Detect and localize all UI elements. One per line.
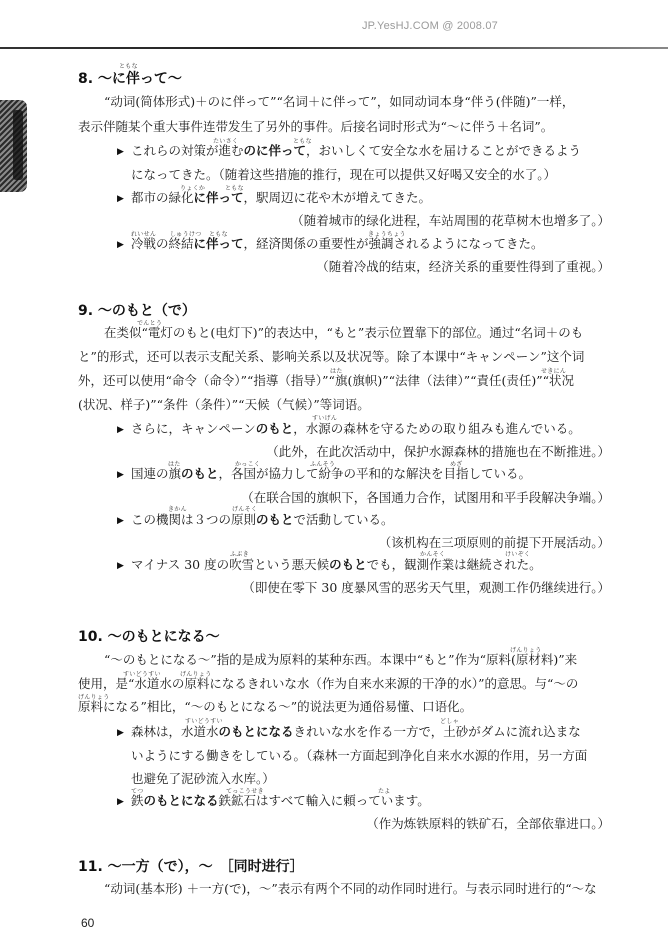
ruby-text: れいせん <box>131 231 157 238</box>
example-continuation: になってきた。（随着这些措施的推行，现在可以提供又好喝又安全的水了。） <box>131 167 557 182</box>
example-continuation: いようにする働きをしている。（森林一方面起到净化自来水水源的作用，另一方面 <box>131 748 588 763</box>
example-sentence: この機関は３つの原則のもとで活動している。 <box>131 512 394 527</box>
ruby-text: かっこく <box>235 461 261 468</box>
section-9-title: 9. ～のもと（で） <box>78 303 196 319</box>
section-11-title: 11. ～一方（で），～ ［同时进行］ <box>78 859 304 875</box>
ruby-text: ともな <box>225 185 244 192</box>
ruby-text: はた <box>330 368 343 375</box>
bullet-triangle-icon: ▶ <box>117 194 124 204</box>
ruby-text: はた <box>168 461 181 468</box>
example-translation: （即使在零下 30 度暴风雪的恶劣天气里，观测工作仍继续进行。） <box>242 580 610 595</box>
ruby-text: げんりょう <box>510 647 542 654</box>
bullet-triangle-icon: ▶ <box>117 470 124 480</box>
section-10-para-line: 原料になる”相比，“～のもとになる～”的说法更为通俗易懂、口语化。 <box>78 699 473 714</box>
ruby-text: でんとう <box>137 320 163 327</box>
example-translation: （随着城市的绿化进程，车站周围的花草树木也增多了。） <box>291 213 610 228</box>
example-continuation: 也避免了泥砂流入水库。） <box>131 771 275 786</box>
ruby-text: きょうちょう <box>368 231 406 238</box>
section-9-para-line: 外，还可以使用“命令（命令）”“指導（指导）”“旗(旗帜)”“法律（法律）”“責任(责任)”“状况 <box>78 373 575 388</box>
section-9-para-line: と”的形式，还可以表示支配关系、影响关系以及状况等。除了本课中“キャンペーン”这个词 <box>78 349 585 364</box>
section-10-title: 10. ～のもとになる～ <box>78 629 220 645</box>
bullet-triangle-icon: ▶ <box>117 516 124 526</box>
example-translation: （此外，在此次活动中，保护水源森林的措施也在不断推进。） <box>266 444 610 459</box>
example-sentence: 都市の緑化に伴って，駅周辺に花や木が増えてきた。 <box>131 190 432 205</box>
bullet-triangle-icon: ▶ <box>117 797 124 807</box>
ruby-text: ふぶき <box>230 551 249 558</box>
bullet-triangle-icon: ▶ <box>117 147 124 157</box>
ruby-text: たよ <box>378 788 391 795</box>
page-number: 60 <box>81 916 95 930</box>
ruby-text: りょくか <box>180 185 206 192</box>
ruby-text: ふんそう <box>310 461 336 468</box>
example-translation: （作为炼铁原料的铁矿石，全部依靠进口。） <box>366 816 610 831</box>
section-8-para-line: “动词(简体形式)＋のに伴って”“名词＋に伴って”，如同动词本身“伴う(伴随)”一样， <box>104 94 575 109</box>
section-9-para-line: (状况、样子)”“条件（条件）”“天候（气候）”等词语。 <box>78 397 370 412</box>
ruby-text: てっこうせき <box>226 788 264 795</box>
bullet-triangle-icon: ▶ <box>117 240 124 250</box>
ruby-text: かんそく <box>420 551 446 558</box>
section-10-para-line: 使用，是“水道水の原料になるきれいな水（作为自来水来源的干净的水）”的意思。与“～の <box>78 676 579 691</box>
ruby-text: ともな <box>293 138 312 145</box>
section-8-para-line: 表示伴随某个重大事件连带发生了另外的事件。后接名词时形式为“～に伴う＋名词”。 <box>78 119 554 134</box>
example-sentence: さらに，キャンペーンのもと，水源の森林を守るための取り組みも進んでいる。 <box>131 421 581 436</box>
bullet-triangle-icon: ▶ <box>117 728 124 738</box>
example-translation: （随着冷战的结束，经济关系的重要性得到了重视。） <box>316 259 610 274</box>
ruby-text: すいげん <box>312 415 338 422</box>
ruby-text: せきにん <box>541 368 567 375</box>
example-translation: （在联合国的旗帜下，各国通力合作，试图用和平手段解决争端。） <box>241 490 610 505</box>
ruby-text: めざ <box>450 461 463 468</box>
ruby-text: げんりょう <box>180 671 212 678</box>
example-sentence: マイナス 30 度の吹雪という悪天候のもとでも，観測作業は継続された。 <box>131 557 542 572</box>
example-translation: （该机构在三项原则的前提下开展活动。） <box>378 535 610 550</box>
example-sentence: 鉄のもとになる鉄鉱石はすべて輸入に頼っています。 <box>131 793 430 808</box>
ruby-text: たいさく <box>213 138 239 145</box>
ruby-text: きかん <box>168 506 187 513</box>
watermark: JP.YesHJ.COM @ 2008.07 <box>361 20 498 32</box>
ruby-text: すいどうすい <box>185 718 223 725</box>
ruby-text: しゅうけつ <box>170 231 202 238</box>
bullet-triangle-icon: ▶ <box>117 425 124 435</box>
ruby-text: けいぞく <box>505 551 531 558</box>
section-10-para-line: “～のもとになる～”指的是成为原料的某种东西。本课中“もと”作为“原料(原材料)”来 <box>104 652 578 667</box>
ruby-text: げんそく <box>232 506 258 513</box>
example-sentence: これらの対策が進むのに伴って，おいしくて安全な水を届けることができるよう <box>131 143 582 158</box>
ruby-text: ともな <box>119 63 138 70</box>
bullet-triangle-icon: ▶ <box>117 561 124 571</box>
ruby-text: げんりょう <box>78 694 110 701</box>
section-8-title: 8. ～に伴って～ <box>78 71 182 87</box>
example-sentence: 冷戦の終結に伴って，経済関係の重要性が強調されるようになってきた。 <box>131 236 544 251</box>
example-sentence: 森林は，水道水のもとになるきれいな水を作る一方で，土砂がダムに流れ込まな <box>131 724 581 739</box>
section-11-para-line: “动词(基本形) ＋一方(で)，～”表示有两个不同的动作同时进行。与表示同时进行的“～な <box>104 881 597 896</box>
section-9-para-line: 在类似“電灯のもと(电灯下)”的表达中，“もと”表示位置靠下的部位。通过“名词＋のも <box>104 325 584 340</box>
header-rule <box>0 47 668 49</box>
ruby-text: どしゃ <box>440 718 459 725</box>
ruby-text: ともな <box>209 231 228 238</box>
ruby-text: すいどうすい <box>123 671 161 678</box>
chapter-side-tab-label <box>13 110 23 180</box>
ruby-text: てつ <box>131 788 144 795</box>
example-sentence: 国連の旗のもと，各国が協力して紛争の平和的な解決を目指している。 <box>131 466 532 481</box>
